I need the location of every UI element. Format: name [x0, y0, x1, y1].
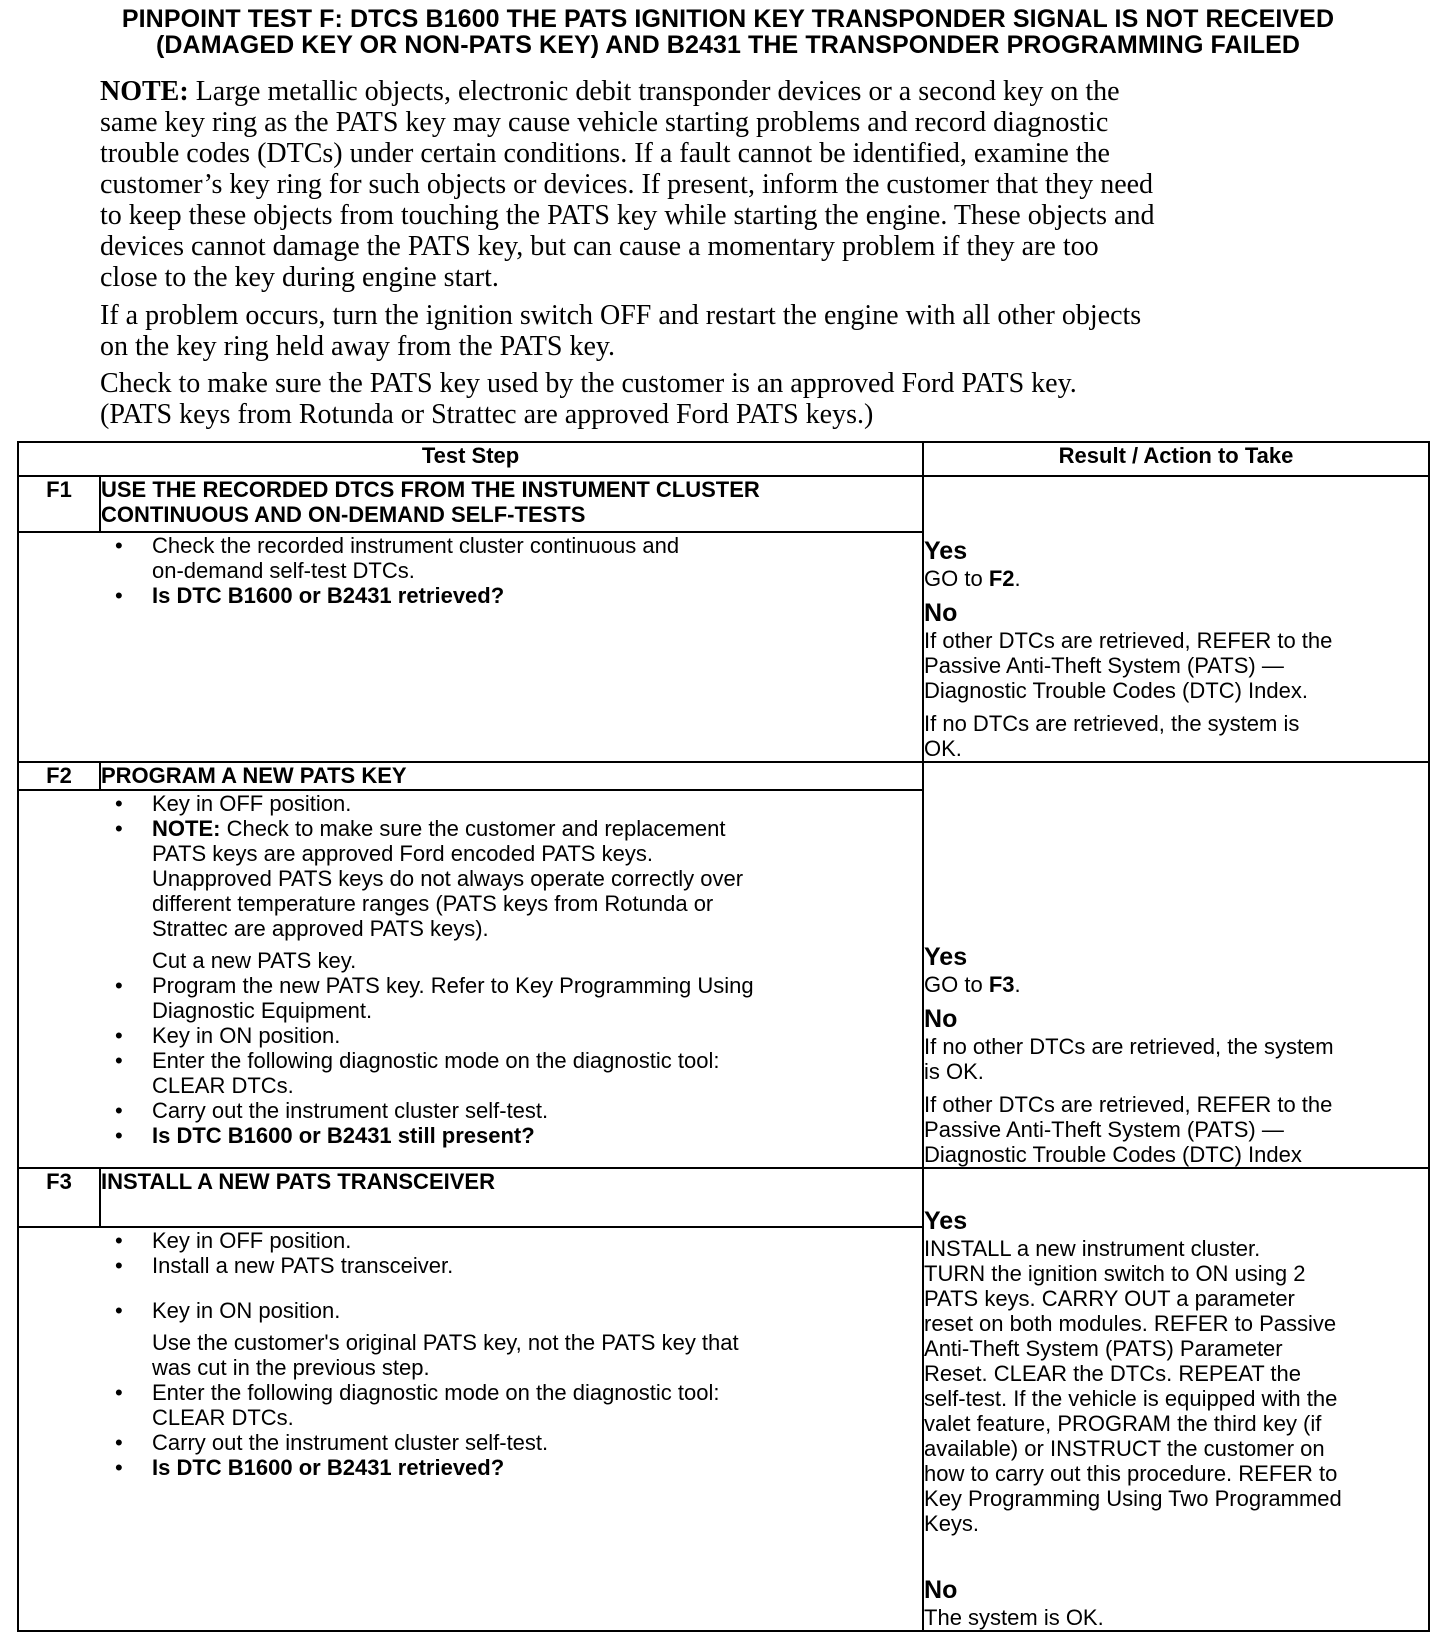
- step-number: F2: [18, 762, 100, 790]
- goto-step-link[interactable]: F2: [988, 566, 1015, 591]
- step-heading-row-f1: [18, 476, 1429, 532]
- step-number: F1: [18, 476, 100, 532]
- no-action: If no other DTCs are retrieved, the system is OK.: [924, 1034, 1334, 1084]
- restart-line: If a problem occurs, turn the ignition switch OFF and restart the engine with all other objects: [100, 300, 1142, 331]
- note-line: devices cannot damage the PATS key, but can cause a momentary problem if they are too: [100, 231, 1099, 262]
- column-header-result: Result / Action to Take: [923, 442, 1429, 476]
- goto-step-link[interactable]: F3: [988, 972, 1015, 997]
- notes-section: [100, 76, 1430, 436]
- list-item: • Is DTC B1600 or B2431 retrieved?: [19, 1455, 922, 1480]
- note-line: customer’s key ring for such objects or devices. If present, inform the customer that they need: [100, 169, 1154, 200]
- list-item: • Key in ON position.: [19, 1023, 922, 1048]
- list-item: • Is DTC B1600 or B2431 still present?: [19, 1123, 922, 1148]
- yes-action: GO to F3.: [924, 972, 1021, 997]
- yes-label: Yes: [924, 943, 968, 971]
- title-line-2: (DAMAGED KEY OR NON-PATS KEY) AND B2431 THE TRANSPONDER PROGRAMMING FAILED: [155, 31, 1301, 59]
- step-result: [923, 476, 1429, 762]
- note-line: to keep these objects from touching the PATS key while starting the engine. These objects and: [100, 200, 1155, 231]
- list-item: Use the customer's original PATS key, not the PATS key that was cut in the previous step.: [152, 1330, 739, 1380]
- step-number: F3: [18, 1168, 100, 1227]
- step-result: [923, 1168, 1429, 1631]
- no-label: No: [924, 599, 958, 627]
- list-item: • NOTE: Check to make sure the customer and replacement PATS keys are approved Ford encoded PATS keys. Unapproved PATS keys do not always operate correctly over different temperature ranges (PATS keys from Rotunda or Strattec are approved PATS keys).: [19, 816, 922, 941]
- table-header-row: [18, 442, 1429, 476]
- yes-action: INSTALL a new instrument cluster. TURN the ignition switch to ON using 2 PATS keys. CARRY OUT a parameter reset on both modules. REFER to Passive Anti-Theft System (PATS) Parameter Reset. CLEAR the DTCs. REPEAT the self-test. If the vehicle is equipped with the valet feature, PROGRAM the third key (if available) or INSTRUCT the customer on how to carry out this procedure. REFER to Key Programming Using Two Programmed Keys.: [924, 1236, 1342, 1536]
- no-action: If other DTCs are retrieved, REFER to the Passive Anti-Theft System (PATS) — Diagnostic Trouble Codes (DTC) Index.: [924, 628, 1333, 703]
- note-label: NOTE:: [100, 76, 189, 107]
- step-heading: USE THE RECORDED DTCS FROM THE INSTUMENT CLUSTER CONTINUOUS AND ON-DEMAND SELF-TESTS: [100, 476, 923, 532]
- step-instructions: [18, 532, 923, 762]
- list-item: • Check the recorded instrument cluster continuous and on-demand self-test DTCs.: [19, 533, 922, 583]
- list-item: • Key in OFF position.: [19, 1228, 922, 1253]
- restart-line: on the key ring held away from the PATS key.: [100, 331, 616, 362]
- no-label: No: [924, 1005, 958, 1033]
- step-heading: PROGRAM A NEW PATS KEY: [100, 762, 923, 790]
- list-item: • Key in ON position.: [19, 1298, 922, 1323]
- list-item: Cut a new PATS key.: [152, 948, 357, 974]
- approved-key-line: Check to make sure the PATS key used by the customer is an approved Ford PATS key.: [100, 368, 1077, 399]
- column-header-test-step: Test Step: [18, 442, 923, 476]
- yes-label: Yes: [924, 1207, 968, 1235]
- list-item: • Is DTC B1600 or B2431 retrieved?: [19, 583, 922, 608]
- title-line-1: PINPOINT TEST F: DTCS B1600 THE PATS IGNITION KEY TRANSPONDER SIGNAL IS NOT RECEIVED: [121, 5, 1335, 33]
- list-item: • Enter the following diagnostic mode on the diagnostic tool: CLEAR DTCs.: [19, 1048, 922, 1098]
- no-action: The system is OK.: [924, 1605, 1104, 1630]
- note-line: Large metallic objects, electronic debit transponder devices or a second key on the: [195, 76, 1120, 107]
- pinpoint-test-title: [16, 6, 1440, 58]
- note-paragraph: [100, 76, 1430, 293]
- list-item: • Install a new PATS transceiver.: [19, 1253, 922, 1278]
- step-heading: INSTALL A NEW PATS TRANSCEIVER: [100, 1168, 923, 1227]
- list-item: • Key in OFF position.: [19, 791, 922, 816]
- pinpoint-test-table: [17, 441, 1430, 1632]
- no-label: No: [924, 1576, 958, 1604]
- list-item: • Program the new PATS key. Refer to Key Programming Using Diagnostic Equipment.: [19, 973, 922, 1023]
- step-instructions: [18, 790, 923, 1168]
- step-heading-row-f3: [18, 1168, 1429, 1227]
- list-item: • Carry out the instrument cluster self-test.: [19, 1098, 922, 1123]
- no-action-2: If no DTCs are retrieved, the system is OK.: [924, 711, 1300, 761]
- step-result: [923, 762, 1429, 1168]
- restart-paragraph: [100, 300, 1430, 362]
- yes-label: Yes: [924, 537, 968, 565]
- step-instructions: [18, 1227, 923, 1631]
- note-line: trouble codes (DTCs) under certain conditions. If a fault cannot be identified, examine the: [100, 138, 1110, 169]
- approved-key-line: (PATS keys from Rotunda or Strattec are approved Ford PATS keys.): [100, 399, 874, 430]
- step-heading-row-f2: [18, 762, 1429, 790]
- yes-action: GO to F2.: [924, 566, 1021, 591]
- no-action-2: If other DTCs are retrieved, REFER to the Passive Anti-Theft System (PATS) — Diagnostic Trouble Codes (DTC) Index: [924, 1092, 1333, 1167]
- list-item: • Enter the following diagnostic mode on the diagnostic tool: CLEAR DTCs.: [19, 1380, 922, 1430]
- note-line: close to the key during engine start.: [100, 262, 499, 293]
- list-item: • Carry out the instrument cluster self-test.: [19, 1430, 922, 1455]
- approved-key-paragraph: [100, 368, 1430, 430]
- note-line: same key ring as the PATS key may cause vehicle starting problems and record diagnostic: [100, 107, 1109, 138]
